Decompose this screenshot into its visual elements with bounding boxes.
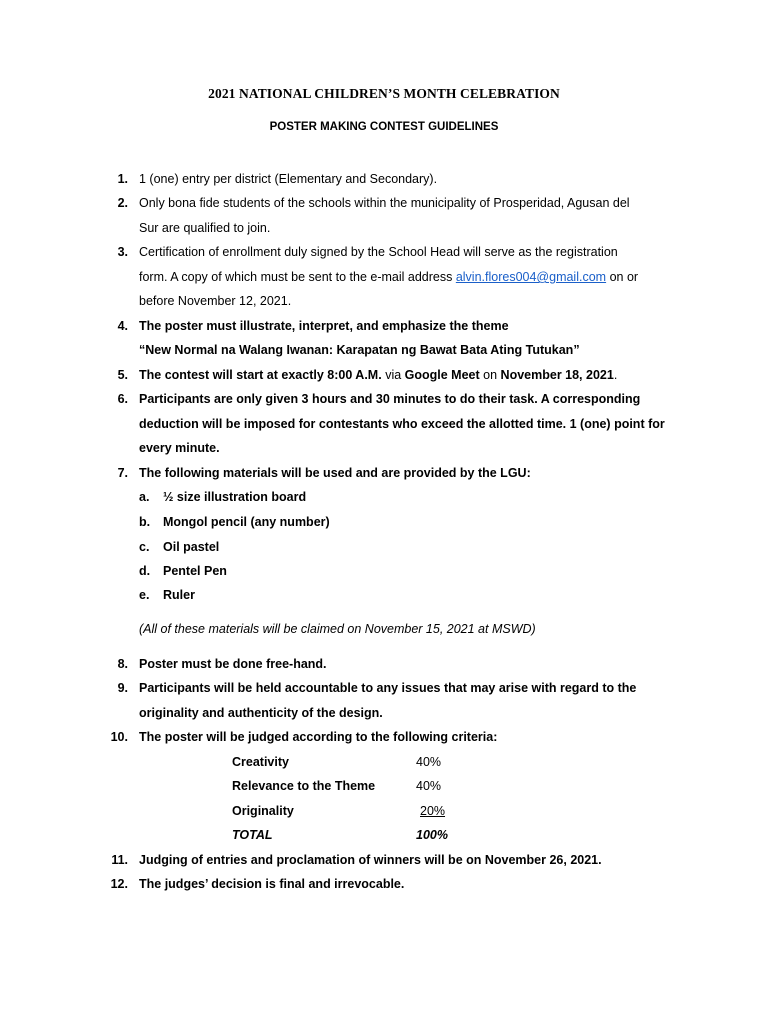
item-text: The following materials will be used and are provided by the LGU: — [139, 466, 531, 480]
list-letter: c. — [139, 540, 150, 554]
list-item — [139, 489, 306, 505]
criterion-name: Relevance to the Theme — [232, 779, 376, 793]
list-item — [139, 563, 227, 579]
item-text: . — [613, 368, 618, 382]
item-number: 7. — [117, 466, 128, 480]
list-item — [139, 587, 195, 603]
email-link[interactable]: alvin.flores004@gmail.com — [455, 270, 607, 284]
item-text: via — [385, 368, 402, 382]
item-text: before November 12, 2021. — [139, 294, 292, 308]
material-text: Mongol pencil (any number) — [163, 515, 330, 529]
item-number: 11. — [111, 853, 128, 867]
item-text: The contest will start at exactly — [139, 368, 324, 382]
item-text: 1 (one) entry per district (Elementary and Secondary). — [139, 172, 438, 186]
item-number: 6. — [117, 392, 128, 406]
theme-text: “New Normal na Walang Iwanan: Karapatan ng Bawat Bata Ating Tutukan” — [139, 343, 580, 357]
item-text: Judging of entries and proclamation of winners will be on November 26, 2021. — [139, 853, 602, 867]
item-text: Poster must be done free-hand. — [139, 657, 327, 671]
criterion-value: 40% — [416, 755, 442, 769]
item-text — [139, 367, 617, 383]
item-number: 5. — [117, 368, 128, 382]
criterion-value: 40% — [416, 779, 442, 793]
item-text: every minute. — [139, 441, 220, 455]
item-number: 3. — [117, 245, 128, 259]
item-text: The poster must illustrate, interpret, and emphasize the theme — [139, 319, 509, 333]
item-text: Only bona fide students of the schools within the municipality of Prosperidad, Agusan del — [139, 196, 630, 210]
item-text: Participants will be held accountable to any issues that may arise with regard to the — [139, 681, 637, 695]
list-letter: a. — [139, 490, 150, 504]
item-text: deduction will be imposed for contestants who exceed the allotted time. 1 (one) point for — [139, 417, 665, 431]
material-text: Oil pastel — [163, 540, 220, 554]
item-text: form. A copy of which must be sent to the e-mail address — [139, 270, 453, 284]
list-letter: b. — [139, 515, 151, 529]
item-number: 12. — [110, 877, 128, 891]
document-title: 2021 NATIONAL CHILDREN’S MONTH CELEBRATION — [208, 86, 560, 101]
contest-date: November 18, 2021 — [500, 368, 614, 382]
item-text: Certification of enrollment duly signed by the School Head will serve as the registration — [139, 245, 618, 259]
item-text: The poster will be judged according to the following criteria: — [139, 730, 498, 744]
item-text: Sur are qualified to join. — [139, 221, 271, 235]
platform-name: Google Meet — [404, 368, 480, 382]
list-item — [139, 514, 330, 530]
item-text: Participants are only given 3 hours and 30 minutes to do their task. A corresponding — [139, 392, 641, 406]
item-text: on or — [609, 270, 639, 284]
item-text: on — [483, 368, 498, 382]
criterion-total-label: TOTAL — [232, 828, 273, 842]
criterion-name: Originality — [232, 804, 294, 818]
start-time: 8:00 A.M. — [327, 368, 382, 382]
material-text: ½ size illustration board — [163, 490, 307, 504]
material-text: Ruler — [163, 588, 195, 602]
list-letter: e. — [139, 588, 150, 602]
material-text: Pentel Pen — [163, 564, 227, 578]
item-number: 8. — [117, 657, 128, 671]
item-text: originality and authenticity of the design. — [139, 706, 383, 720]
item-number: 9. — [117, 681, 128, 695]
item-text: The judges’ decision is final and irrevocable. — [139, 877, 405, 891]
item-number: 10. — [110, 730, 128, 744]
list-item — [139, 539, 219, 555]
list-letter: d. — [139, 564, 151, 578]
document-subtitle: POSTER MAKING CONTEST GUIDELINES — [269, 121, 499, 133]
criterion-name: Creativity — [232, 755, 289, 769]
materials-note: (All of these materials will be claimed on November 15, 2021 at MSWD) — [139, 622, 536, 636]
item-number: 2. — [117, 196, 128, 210]
item-number: 4. — [117, 319, 128, 333]
criterion-total-value: 100% — [416, 828, 448, 842]
criterion-value: 20% — [420, 804, 446, 818]
item-number: 1. — [117, 172, 128, 186]
item-text-with-email — [139, 269, 638, 285]
